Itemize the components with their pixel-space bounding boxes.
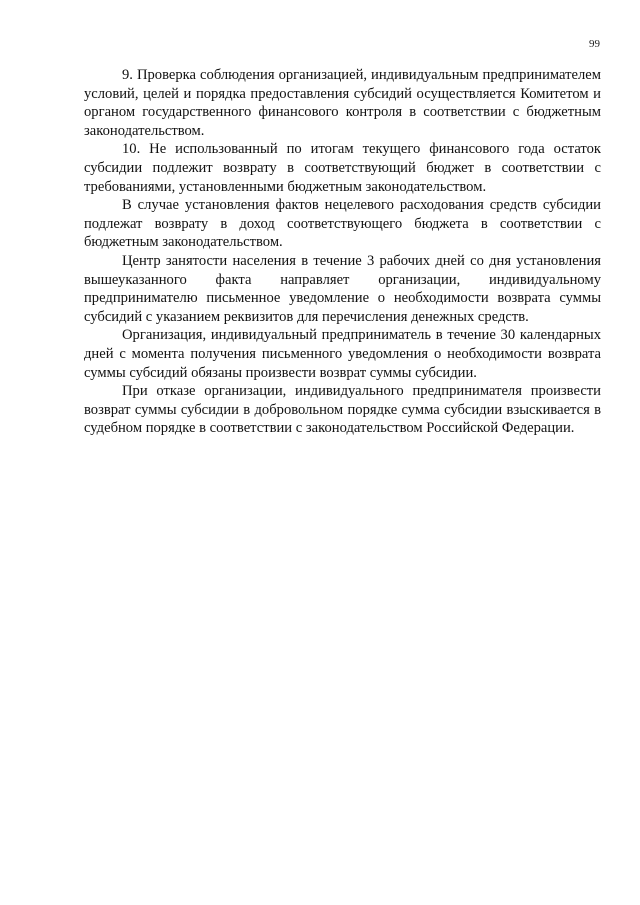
- document-body: [84, 66, 601, 438]
- paragraph-misuse-return: В случае установления фактов нецелевого расходования средств субсидии подлежат возврату в доход соответствующего бюджета в соответствии с бюджетным законодательством.: [84, 197, 601, 251]
- paragraph-9-verification: 9. Проверка соблюдения организацией, индивидуальным предпринимателем условий, целей и порядка предоставления субсидий осуществляется Комитетом и органом государственного финансового контроля в соответствии с бюджетным законодательством.: [84, 67, 601, 139]
- paragraph-court-recovery: При отказе организации, индивидуального предпринимателя произвести возврат суммы субсидии в добровольном порядке сумма субсидии взыскивается в судебном порядке в соответствии с законодательством Российской Федерации.: [84, 383, 601, 437]
- paragraph-10-unused-balance: 10. Не использованный по итогам текущего финансового года остаток субсидии подлежит возврату в соответствующий бюджет в соответствии с требованиями, установленными бюджетным законодательством.: [84, 141, 601, 195]
- page-number: 99: [589, 38, 600, 50]
- paragraph-employment-center-notice: Центр занятости населения в течение 3 рабочих дней со дня установления вышеуказанного факта направляет организации, индивидуальному предпринимателю письменное уведомление о необходимости возврата суммы субсидий с указанием реквизитов для перечисления денежных средств.: [84, 252, 601, 325]
- paragraph-return-deadline: Организация, индивидуальный предприниматель в течение 30 календарных дней с момента получения письменного уведомления о необходимости возврата суммы субсидий обязаны произвести возврат суммы субсидии.: [84, 327, 601, 381]
